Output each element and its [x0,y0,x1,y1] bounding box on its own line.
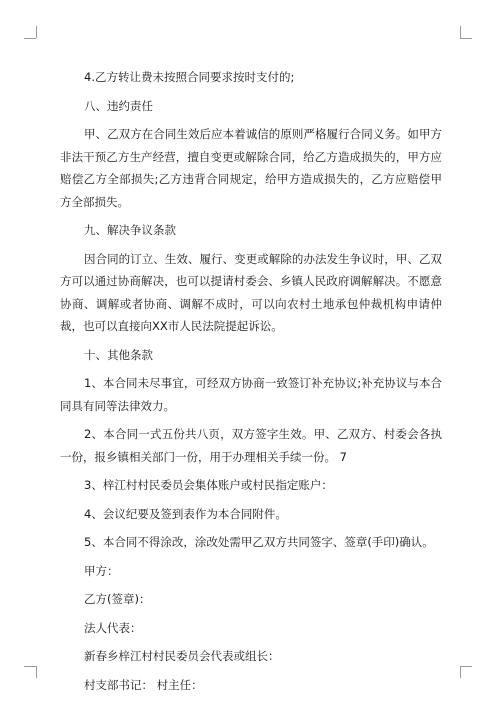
section-8-paragraph: 甲、乙双方在合同生效后应本着诚信的原则严格履行合同义务。如甲方非法干预乙方生产经营，擅自变更或解除合同，给乙方造成损失的，甲方应赔偿乙方全部损失;乙方违背合同规定，给甲方造成损失的，乙方应赔偿甲方全部损失。 [60,127,442,209]
party-a-signature-line: 甲方： [84,563,119,578]
crop-mark-bottom-left-h [24,666,36,667]
section-9-heading: 九、解决争议条款 [84,223,176,237]
party-secretary-director-line: 村支部书记： 村主任： [84,677,203,692]
section-10-heading: 十、其他条款 [84,347,153,362]
crop-mark-bottom-left-v [36,666,37,678]
section-10-item-2: 2、本合同一式五份共八页，双方签字生效。甲、乙双方、村委会各执一份，报乡镇相关部门一份，用于办理相关手续一份。 7 [60,427,442,464]
crop-mark-bottom-right-v [460,666,461,678]
clause-4-unpaid-fee: 4.乙方转让费未按照合同要求按时支付的; [84,70,295,84]
village-committee-representative-line: 新春乡梓江村村民委员会代表或组长： [84,649,280,663]
party-b-signature-line: 乙方(签章)： [84,592,151,606]
crop-mark-bottom-right-h [460,666,472,667]
crop-mark-top-right-v [460,26,461,38]
section-10-item-4: 4、会议纪要及签到表作为本合同附件。 [84,506,287,521]
crop-mark-top-left-h [24,38,36,39]
crop-mark-top-left-v [36,26,37,38]
document-body [60,66,442,702]
crop-mark-top-right-h [460,38,472,39]
legal-representative-line: 法人代表： [84,620,142,635]
section-9-paragraph: 因合同的订立、生效、履行、变更或解除的办法发生争议时，甲、乙双方可以通过协商解决，也可以提请村委会、乡镇人民政府调解解决。不愿意协商、调解或者协商、调解不成时，可以向农村土地承包仲裁机构申请仲裁，也可以直接向XX市人民法院提起诉讼。 [60,251,442,333]
section-10-item-3: 3、梓江村村民委员会集体账户或村民指定账户： [84,478,333,492]
section-10-item-5: 5、本合同不得涂改，涂改处需甲乙双方共同签字、签章(手印)确认。 [84,535,434,549]
section-8-heading: 八、违约责任 [84,98,153,113]
section-10-item-1: 1、本合同未尽事宜，可经双方协商一致签订补充协议;补充协议与本合同具有同等法律效力。 [60,376,442,413]
